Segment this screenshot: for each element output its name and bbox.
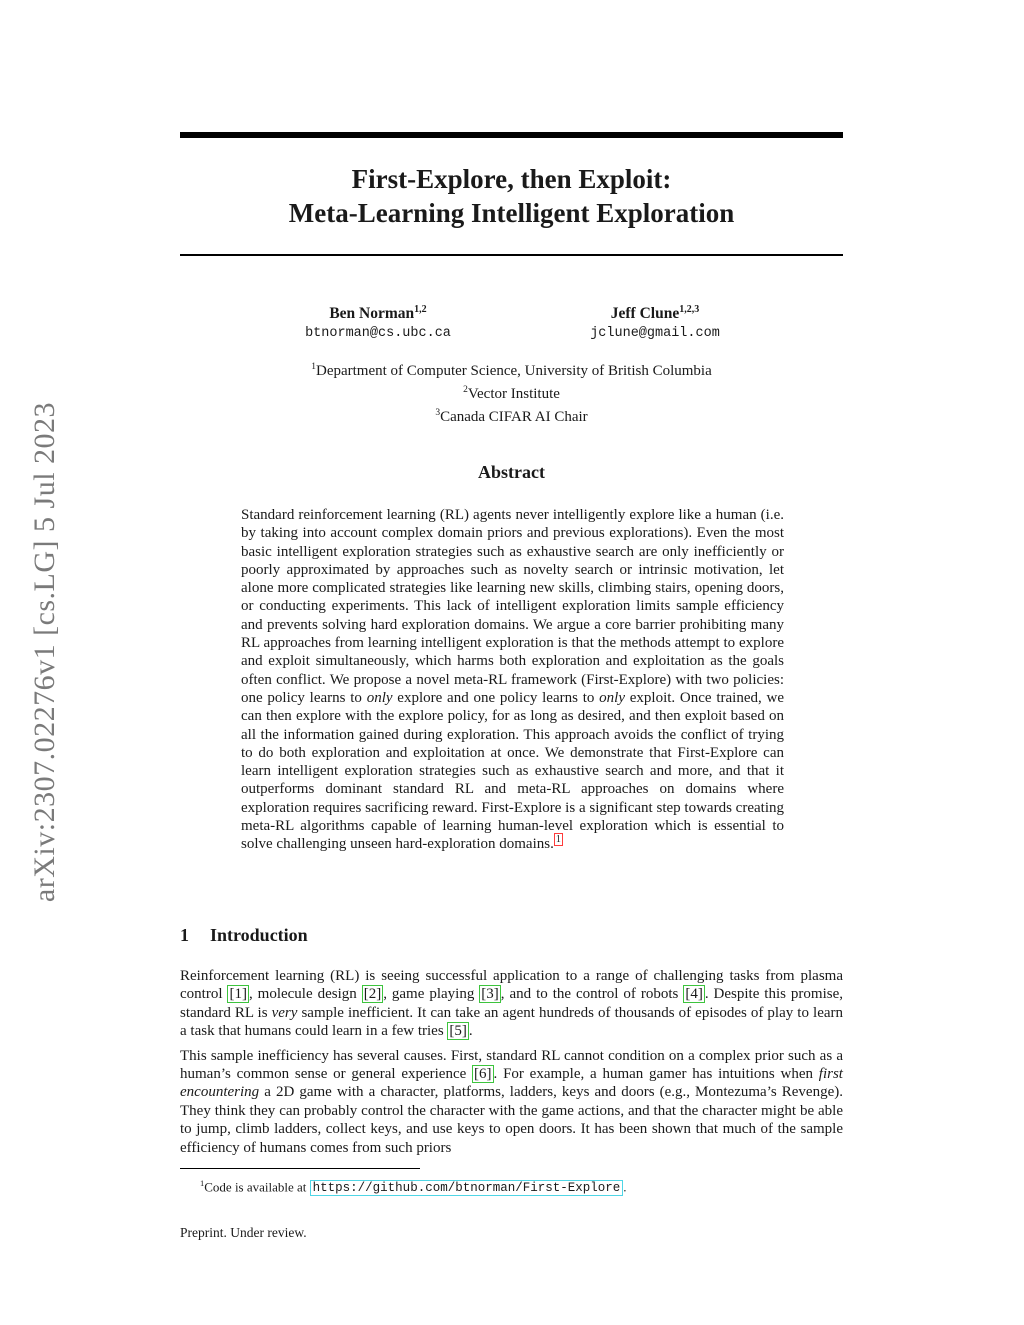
section-number: 1 xyxy=(180,925,189,945)
citation-link[interactable]: [5] xyxy=(449,1023,467,1040)
affiliations xyxy=(180,358,843,427)
affiliation-3: $^3$Canada CIFAR AI Chair xyxy=(435,408,588,425)
title-line-1: First-Explore, then Exploit: xyxy=(351,164,672,194)
affiliation-2: $^2$Vector Institute xyxy=(463,385,560,402)
author-block-2 xyxy=(505,300,805,344)
footnote: $^1$Code is available at https://github.com/btnorman/First-Explore . xyxy=(200,1178,627,1196)
author-name: Jeff Clune$^{1,2,3}$ xyxy=(610,304,700,323)
section-heading-introduction xyxy=(180,925,308,946)
author-affiliation-marks: 1,2 xyxy=(414,304,427,315)
footnote-link[interactable]: 1 xyxy=(555,834,561,846)
paragraph: Reinforcement learning (RL) is seeing successful application to a range of challenging tasks from plasma control [1] , molecule design [2] , game playing [3] , and to the control of robots [4] . Despite this promise, standard RL is very sample inefficient. It can take an agent hundreds of thousands of episodes of play to learn a task that humans could learn in a few tries [5] . xyxy=(180,968,844,1040)
author-email[interactable]: jclune@gmail.com xyxy=(590,326,720,342)
citation-link[interactable]: [2] xyxy=(363,986,382,1003)
title-bottom-rule xyxy=(180,254,843,256)
title-line-2: Meta-Learning Intelligent Exploration xyxy=(288,198,735,228)
citation-link[interactable]: [6] xyxy=(474,1066,492,1083)
title-top-rule xyxy=(180,132,843,138)
citation-link[interactable]: [4] xyxy=(685,986,703,1003)
citation-link[interactable]: [3] xyxy=(481,986,499,1003)
preprint-note: Preprint. Under review. xyxy=(180,1225,307,1240)
arxiv-identifier-stamp[interactable]: arXiv:2307.02276v1 [cs.LG] 5 Jul 2023 xyxy=(28,401,61,903)
affiliation-1: $^1$Department of Computer Science, University of British Columbia xyxy=(311,362,712,379)
abstract-text: Standard reinforcement learning (RL) agents never intelligently explore like a human (i.e. by taking into account complex domain priors and previous explorations). Even the most basic intelligent exploration strategies such as exhaustive search are only inefficiently or poorly approximated by approaches such as novelty search or intrinsic motivation, let alone more complicated strategies like learning new skills, climbing stairs, opening doors, or conducting experiments. This lack of intelligent exploration limits sample efficiency and prevents solving hard exploration domains. We argue a core barrier prohibiting many RL approaches from learning intelligent exploration is that the methods attempt to explore and exploit simultaneously, which harms both exploration and exploitation as the goals often conflict. We propose a novel meta-RL framework (First-Explore) with two policies: one policy learns to only explore and one policy learns to only exploit. Once trained, we can then explore with the explore policy, for as long as desired, and then exploit based on all the information gained during exploration. This approach avoids the conflict of trying to do both exploration and exploitation at once. We demonstrate that First-Explore can learn intelligent exploration strategies such as exhaustive search and more, and that it outperforms dominant standard RL and meta-RL approaches on domains where exploration requires sacrificing reward. First-Explore is a significant step towards creating meta-RL algorithms capable of learning human-level exploration which is essential to solve challenging unseen hard-exploration domains. $^1$ xyxy=(241,507,784,853)
section-title: Introduction xyxy=(210,925,308,945)
paragraph: This sample inefficiency has several causes. First, standard RL cannot condition on a complex prior such as a human’s common sense or general experience [6] . For example, a human gamer has intuitions when first encountering a 2D game with a character, platforms, ladders, keys and doors (e.g., Montezuma’s Revenge). They think they can probably control the character with the game actions, and that the character might be able to jump, climb ladders, collect keys, and use keys to open doors. It has been shown that much of the sample efficiency of humans comes from such priors xyxy=(180,1047,843,1156)
author-block-1 xyxy=(228,300,528,344)
author-affiliation-marks: 1,2,3 xyxy=(679,304,700,315)
code-repository-link[interactable]: https://github.com/btnorman/First-Explore xyxy=(310,1180,624,1196)
introduction-body xyxy=(180,967,843,1163)
author-name: Ben Norman$^{1,2}$ xyxy=(329,304,427,323)
paper-title xyxy=(180,162,843,230)
author-email[interactable]: btnorman@cs.ubc.ca xyxy=(305,326,451,342)
citation-link[interactable]: [1] xyxy=(229,986,247,1003)
footnote-rule xyxy=(180,1168,420,1169)
abstract-heading: Abstract xyxy=(478,462,545,482)
